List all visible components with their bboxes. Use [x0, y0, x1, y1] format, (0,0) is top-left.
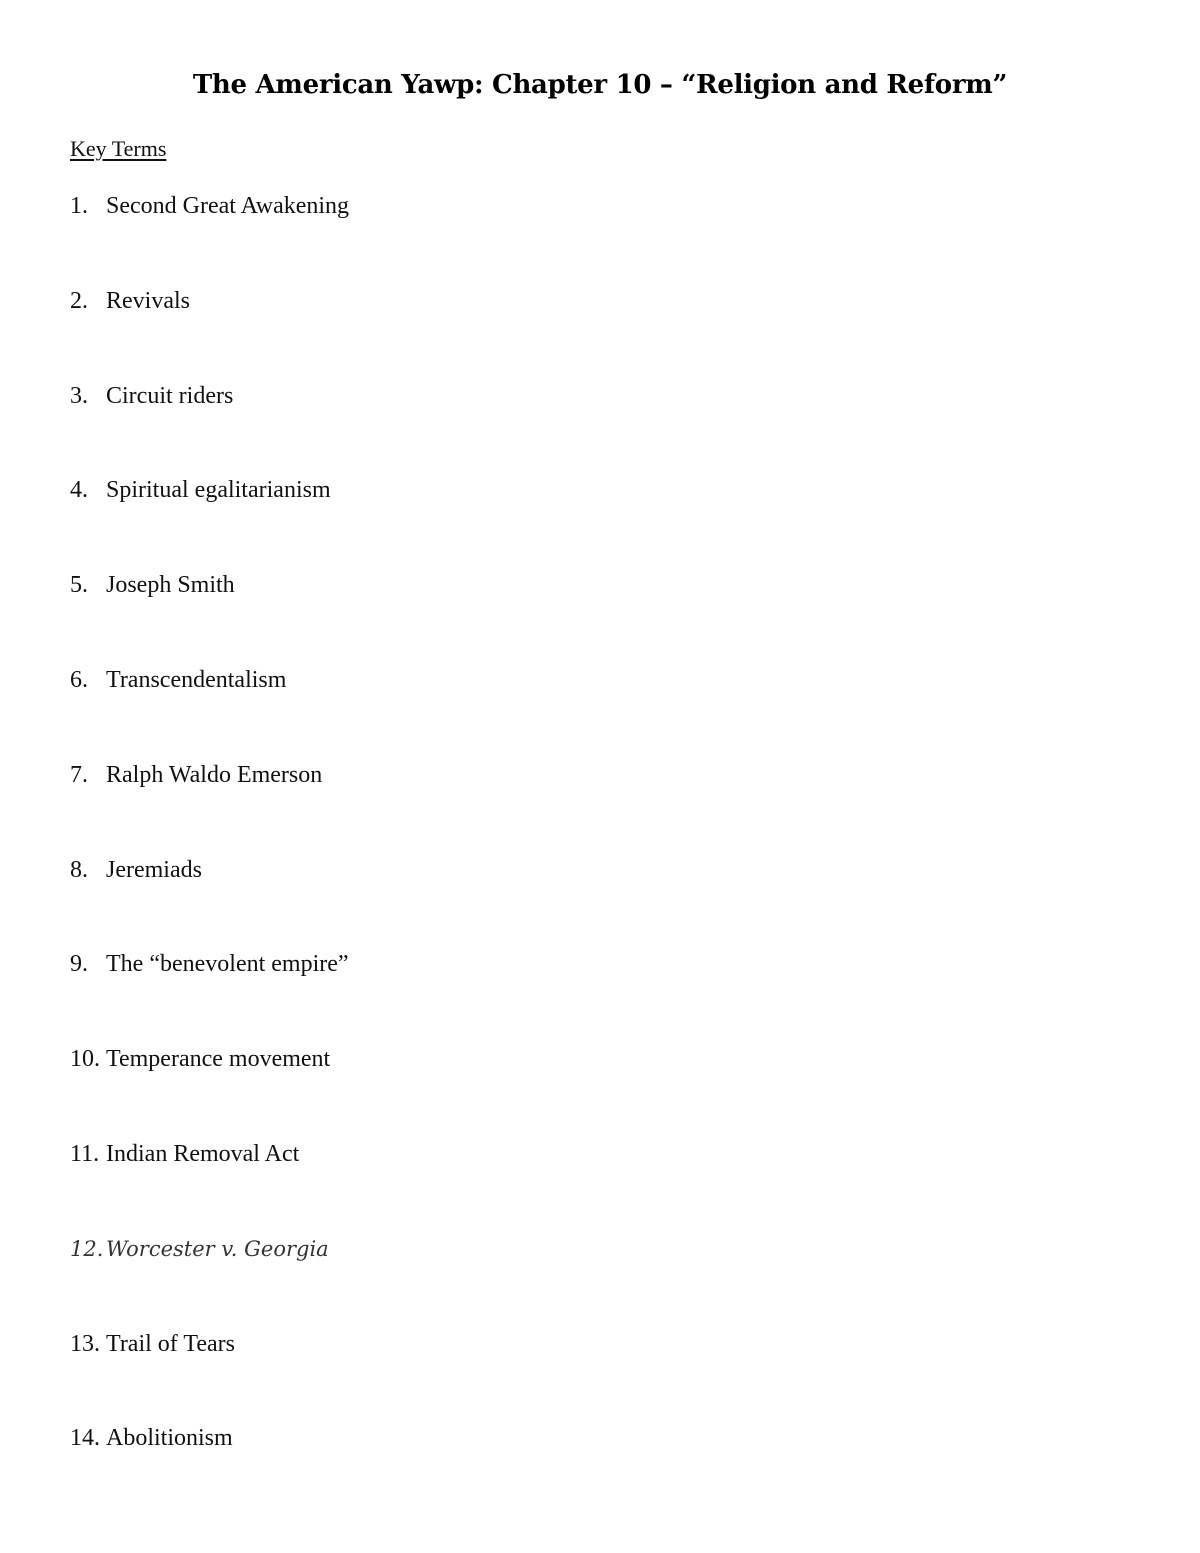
- term-number: 11.: [70, 1140, 100, 1167]
- term-text: Ralph Waldo Emerson: [106, 761, 323, 788]
- term-number: 4.: [70, 477, 88, 504]
- term-item: [70, 1043, 349, 1138]
- term-text: Transcendentalism: [106, 666, 287, 693]
- term-text: Temperance movement: [106, 1046, 331, 1073]
- term-number: 2.: [70, 287, 88, 314]
- term-item: [70, 380, 349, 475]
- term-item: [70, 285, 349, 380]
- term-number: 12.: [70, 1236, 104, 1261]
- section-heading-key-terms: Key Terms: [70, 136, 167, 161]
- term-text: Trail of Tears: [106, 1330, 235, 1357]
- term-text: Second Great Awakening: [106, 193, 350, 219]
- term-number: 9.: [70, 951, 88, 978]
- term-item: [70, 854, 349, 949]
- term-item: [70, 759, 349, 854]
- term-text: Jeremiads: [106, 856, 202, 883]
- term-text: Spiritual egalitarianism: [106, 477, 331, 504]
- term-number: 5.: [70, 572, 88, 599]
- term-text: Indian Removal Act: [106, 1140, 300, 1167]
- term-text: Worcester v. Georgia: [106, 1236, 329, 1261]
- term-item: [70, 1138, 349, 1233]
- term-text: Joseph Smith: [106, 572, 235, 599]
- term-number: 8.: [70, 856, 88, 883]
- term-item: [70, 664, 349, 759]
- term-text: Circuit riders: [106, 382, 234, 409]
- term-item: [70, 1328, 349, 1423]
- term-number: 1.: [70, 193, 88, 219]
- term-item: [70, 569, 349, 664]
- term-item: [70, 948, 349, 1043]
- term-item: [70, 1233, 349, 1328]
- term-item: [70, 474, 349, 569]
- term-number: 14.: [70, 1425, 100, 1452]
- term-number: 10.: [70, 1046, 100, 1073]
- term-number: 6.: [70, 666, 88, 693]
- term-text: Revivals: [106, 287, 190, 314]
- term-number: 7.: [70, 761, 88, 788]
- term-item: [70, 1422, 349, 1517]
- term-text: Abolitionism: [106, 1425, 233, 1452]
- term-number: 13.: [70, 1330, 100, 1357]
- term-item: [70, 190, 349, 285]
- term-text: The “benevolent empire”: [106, 951, 349, 978]
- document-title: The American Yawp: Chapter 10 – “Religion and Reform”: [192, 70, 1008, 100]
- key-terms-list: [70, 190, 349, 1517]
- term-number: 3.: [70, 382, 88, 409]
